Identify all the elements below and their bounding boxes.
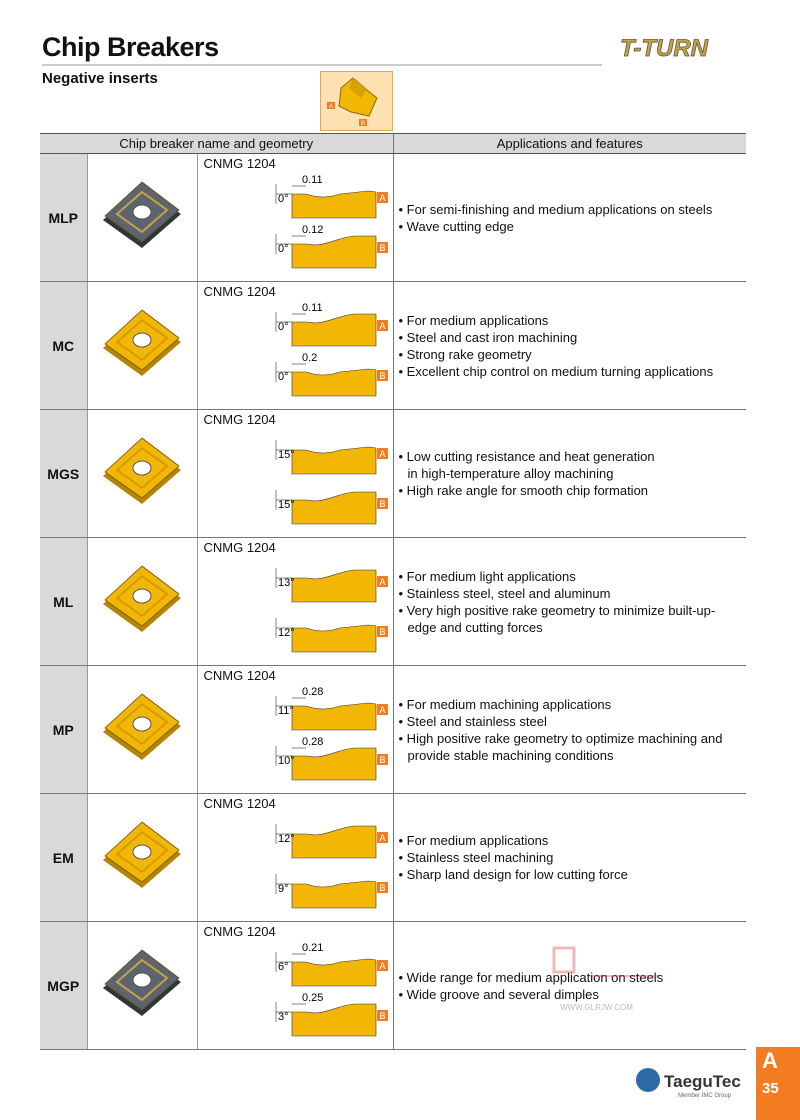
angle-label: 0°	[277, 193, 289, 205]
column-header-applications: Applications and features	[393, 134, 746, 154]
table-row	[40, 282, 746, 410]
insert-photo	[87, 794, 197, 922]
features-cell	[393, 794, 746, 922]
table-row	[40, 666, 746, 794]
chip-breaker-name: MC	[40, 282, 87, 410]
section-label: B	[379, 499, 386, 509]
feature-item: • For medium light applications	[398, 568, 576, 584]
section-label: A	[379, 193, 386, 203]
geometry-diagram	[197, 154, 393, 282]
feature-item: • For medium applications	[398, 312, 549, 328]
feature-item: provide stable machining conditions	[407, 747, 614, 763]
insert-code: CNMG 1204	[203, 924, 276, 939]
geometry-diagram	[197, 794, 393, 922]
chip-breaker-name: MGP	[40, 922, 87, 1050]
watermark-logo	[548, 946, 668, 1006]
insert-section-diagram	[320, 71, 393, 131]
section-label: B	[379, 883, 386, 893]
chip-breaker-name: MLP	[40, 154, 87, 282]
feature-item: • For medium applications	[398, 833, 549, 848]
geometry-diagram	[197, 666, 393, 794]
geometry-diagram	[197, 410, 393, 538]
angle-label: 15°	[277, 499, 295, 511]
page-subtitle: Negative inserts	[42, 70, 158, 87]
feature-item: • Wave cutting edge	[398, 218, 514, 234]
angle-label: 0°	[277, 321, 289, 333]
insert-code: CNMG 1204	[203, 796, 276, 811]
feature-item: • Stainless steel, steel and aluminum	[398, 585, 611, 601]
svg-text:A: A	[329, 104, 334, 110]
insert-photo	[87, 538, 197, 666]
angle-label: 12°	[277, 627, 295, 639]
dimension-label: 0.11	[301, 174, 323, 186]
feature-item: • For medium machining applications	[398, 696, 612, 712]
feature-item: • Excellent chip control on medium turning applications	[398, 363, 714, 379]
insert-photo	[87, 410, 197, 538]
geometry-diagram	[197, 282, 393, 410]
insert-code: CNMG 1204	[203, 668, 276, 683]
dimension-label: 0.21	[301, 942, 323, 954]
section-label: A	[379, 961, 386, 971]
insert-photo	[87, 154, 197, 282]
table-row	[40, 538, 746, 666]
section-label: B	[379, 371, 386, 381]
feature-item: • Wide groove and several dimples	[398, 986, 599, 1002]
angle-label: 0°	[277, 371, 289, 383]
features-cell	[393, 666, 746, 794]
feature-item: • For semi-finishing and medium applications on steels	[398, 201, 713, 217]
angle-label: 9°	[277, 883, 289, 895]
feature-item: • Strong rake geometry	[398, 346, 532, 362]
angle-label: 3°	[277, 1011, 289, 1023]
chip-breaker-name: MGS	[40, 410, 87, 538]
feature-item: • High rake angle for smooth chip formation	[398, 483, 649, 498]
chip-breaker-table	[40, 133, 746, 1050]
insert-code: CNMG 1204	[203, 156, 276, 171]
feature-item: • Steel and stainless steel	[398, 713, 547, 729]
geometry-diagram	[197, 922, 393, 1050]
table-row	[40, 154, 746, 282]
feature-item: • Wide range for medium application on steels	[398, 969, 664, 985]
feature-item: • Sharp land design for low cutting force	[398, 867, 628, 882]
features-cell	[393, 410, 746, 538]
table-row	[40, 794, 746, 922]
angle-label: 6°	[277, 961, 289, 973]
angle-label: 0°	[277, 243, 289, 255]
feature-item: • Stainless steel machining	[398, 850, 554, 865]
features-cell	[393, 282, 746, 410]
dimension-label: 0.28	[301, 736, 323, 748]
insert-code: CNMG 1204	[203, 284, 276, 299]
angle-label: 13°	[277, 577, 295, 589]
section-label: A	[379, 705, 386, 715]
angle-label: 11°	[277, 705, 294, 717]
section-letter: A	[762, 1048, 778, 1073]
features-cell	[393, 154, 746, 282]
section-label: B	[379, 755, 386, 765]
section-label: A	[379, 833, 386, 843]
chip-breaker-name: ML	[40, 538, 87, 666]
chip-breaker-name: EM	[40, 794, 87, 922]
insert-code: CNMG 1204	[203, 540, 276, 555]
svg-text:B: B	[361, 121, 366, 127]
insert-code: CNMG 1204	[203, 412, 276, 427]
insert-photo	[87, 922, 197, 1050]
feature-item: • High positive rake geometry to optimize machining and	[398, 730, 723, 746]
section-label: B	[379, 1011, 386, 1021]
feature-item: • Steel and cast iron machining	[398, 329, 578, 345]
section-label: B	[379, 627, 386, 637]
insert-photo	[87, 666, 197, 794]
column-header-geometry: Chip breaker name and geometry	[40, 134, 393, 154]
features-cell	[393, 538, 746, 666]
section-label: A	[379, 449, 386, 459]
angle-label: 12°	[277, 833, 295, 845]
dimension-label: 0.12	[301, 224, 323, 236]
feature-item: in high-temperature alloy machining	[407, 466, 614, 481]
t-turn-logo	[616, 30, 746, 64]
dimension-label: 0.25	[301, 992, 323, 1004]
feature-item: • Very high positive rake geometry to minimize built-up-	[398, 602, 716, 618]
angle-label: 10°	[277, 755, 295, 767]
company-name: TaeguTec	[664, 1072, 741, 1091]
watermark-text: WWW.GLRJW.COM	[560, 1003, 633, 1012]
page-number: 35	[762, 1080, 779, 1097]
company-sub: Member IMC Group	[678, 1093, 732, 1099]
geometry-diagram	[197, 538, 393, 666]
insert-photo	[87, 282, 197, 410]
feature-item: • Low cutting resistance and heat generation	[398, 449, 655, 464]
section-label: A	[379, 577, 386, 587]
feature-item: edge and cutting forces	[407, 619, 543, 635]
taegutec-logo-icon	[636, 1068, 660, 1092]
angle-label: 15°	[277, 449, 295, 461]
section-label: A	[379, 321, 386, 331]
svg-text:T-TURN: T-TURN	[620, 35, 708, 62]
section-label: B	[379, 243, 386, 253]
dimension-label: 0.11	[301, 302, 323, 314]
chip-breaker-name: MP	[40, 666, 87, 794]
dimension-label: 0.28	[301, 686, 323, 698]
table-row	[40, 410, 746, 538]
title-rule	[42, 64, 602, 66]
page-title: Chip Breakers	[42, 32, 219, 62]
dimension-label: 0.2	[301, 352, 317, 364]
